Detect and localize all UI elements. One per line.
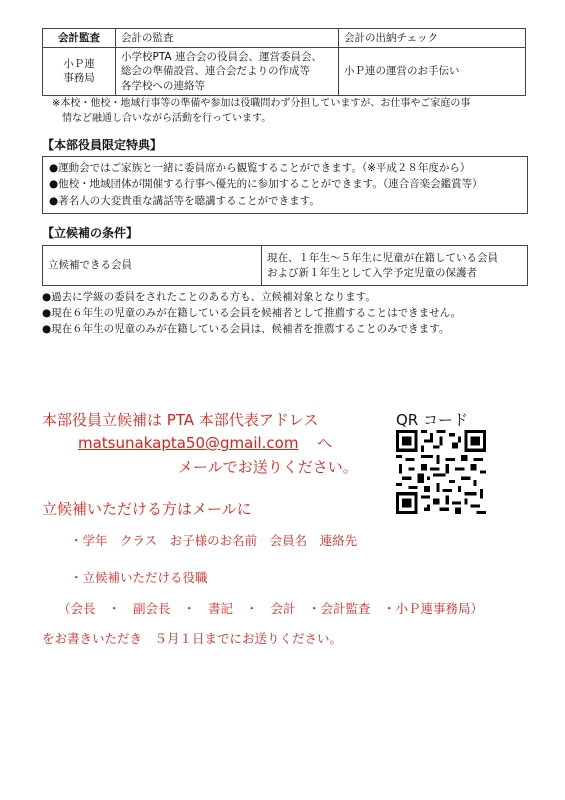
role-line: 小Ｐ連 (63, 58, 95, 71)
privileges-box (42, 156, 528, 214)
list-item: ●現在６年生の児童のみが在籍している会員は、候補者を推薦することのみできます。 (42, 322, 450, 335)
apply-bullet2: ・立候補いただける役職 (70, 570, 208, 585)
table-row (43, 48, 526, 96)
qr-label: QR コード (396, 411, 468, 429)
list-item: ●現在６年生の児童のみが在籍している会員を候補者として推薦することはできません。 (42, 306, 462, 319)
conditions-table (42, 245, 528, 286)
condition-desc-line: 現在、１年生～５年生に児童が在籍している会員 (267, 252, 498, 265)
apply-closing: をお書きいただき ５月１日までにお送りください。 (42, 631, 343, 646)
list-item: ●運動会ではご家族と一緒に委員席から観覧することができます。（※平成２８年度から） (49, 162, 471, 174)
role-line: 事務局 (63, 72, 95, 85)
condition-label: 立候補できる会員 (43, 246, 262, 286)
role-cell (43, 48, 116, 96)
role-cell: 会計監査 (43, 29, 116, 48)
apply-bullet1: ・学年 クラス お子様のお名前 会員名 連絡先 (70, 533, 358, 548)
duties-cell (116, 48, 339, 96)
footnote (52, 97, 532, 126)
privileges-heading: 【本部役員限定特典】 (42, 138, 163, 152)
email-link[interactable]: matsunakapta50@gmail.com (78, 434, 299, 452)
footnote-line: ※本校・他校・地域行事等の準備や参加は役職問わず分担していますが、お仕事やご家庭の事 (52, 98, 471, 109)
duties-line: 各学校への連絡等 (121, 79, 205, 92)
duties-cell: 会計の監査 (116, 29, 339, 48)
roles-table (42, 28, 526, 96)
apply-email-line (78, 432, 332, 453)
list-item: ●他校・地域団体が開催する行事へ優先的に参加することができます。（連合音楽会鑑賞等） (49, 178, 483, 191)
conditions-notes (42, 290, 532, 337)
conditions-heading: 【立候補の条件】 (42, 226, 139, 240)
condition-desc (262, 246, 528, 286)
duties-line: 総会の準備設営、連合会だよりの作成等 (121, 65, 310, 78)
apply-line3: メールでお送りください。 (178, 458, 358, 476)
table-row (43, 246, 528, 286)
list-item: ●著名人の大変貴重な講話等を聴講することができます。 (49, 194, 320, 207)
email-suffix: へ (317, 434, 333, 452)
footnote-line: 情など融通し合いながら活動を行っています。 (62, 112, 272, 124)
apply-roles-list: （会長 ・ 副会長 ・ 書記 ・ 会計 ・会計監査 ・小Ｐ連事務局） (58, 601, 484, 616)
table-row (43, 29, 526, 48)
apply-line4: 立候補いただける方はメールに (42, 500, 252, 518)
notes-cell: 小Ｐ連の運営のお手伝い (339, 48, 526, 96)
list-item: ●過去に学級の委員をされたことのある方も、立候補対象となります。 (42, 291, 376, 303)
qr-code-image (396, 430, 486, 514)
condition-desc-line: および新１年生として入学予定児童の保護者 (267, 266, 477, 279)
apply-line1: 本部役員立候補は PTA 本部代表アドレス (42, 411, 319, 429)
notes-cell: 会計の出納チェック (339, 29, 526, 48)
duties-line: 小学校PTA 連合会の役員会、運営委員会、 (121, 51, 322, 64)
